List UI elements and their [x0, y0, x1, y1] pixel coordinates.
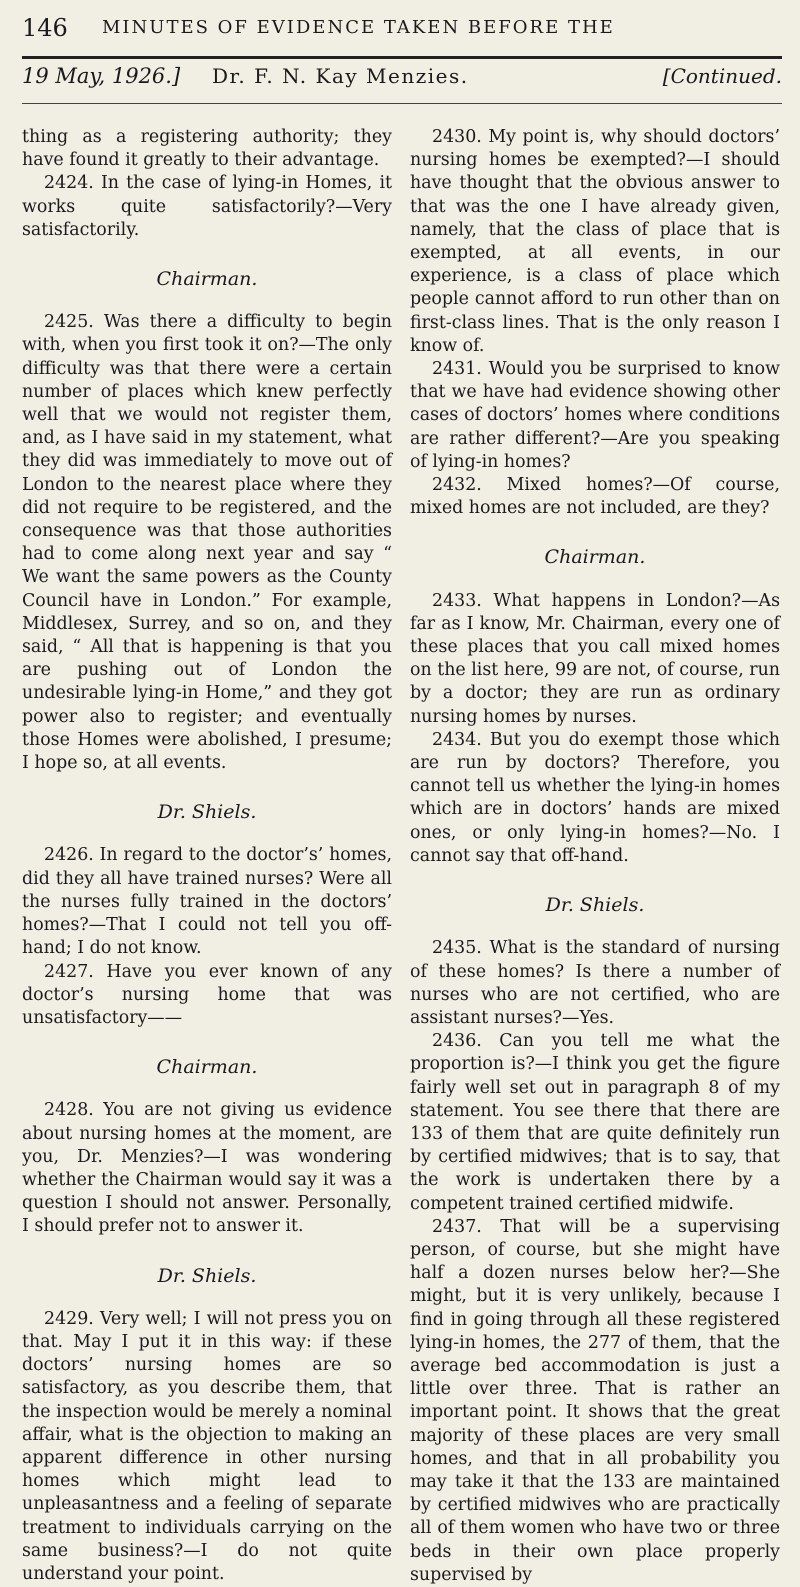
running-title: MINUTES OF EVIDENCE TAKEN BEFORE THE — [102, 17, 615, 38]
speaker-heading: Chairman. — [156, 1056, 258, 1079]
speaker-heading: Dr. Shiels. — [545, 894, 645, 917]
continued-label: [Continued. — [662, 64, 782, 88]
witness-name: Dr. F. N. Kay Menzies. — [212, 64, 469, 88]
paragraph: 2426. In regard to the doctor’s’ homes, did they all have trained nurses? Were all the nurses fully trained in the doctors’ homes?—That I could not tell you off-hand; I do not know. — [22, 845, 392, 959]
header-rule — [22, 56, 782, 59]
paragraph: 2432. Mixed homes?—Of course, mixed homes are not included, are they? — [410, 475, 780, 519]
session-date: 19 May, 1926.] — [22, 64, 181, 88]
paragraph: 2425. Was there a difficulty to begin with, when you first took it on?—The only difficulty was that there were a certain number of places which knew perfectly well that we would not register them, and, as I have said in my statement, what they did was immediately to move out of London to the nearest place where they did not require to be registered, and the consequence was that those authorities had to come along next year and say “ We want the same powers as the County Council have in London.” For example, Middlesex, Surrey, and so on, and they said, “ All that is happening is that you are pushing out of London the undesirable lying-in Home,” and they got power also to register; and eventually those Homes were abolished, I presume; I hope so, at all events. — [22, 312, 392, 774]
speaker-heading: Chairman. — [544, 546, 646, 569]
sub-header-rule — [22, 103, 782, 104]
paragraph: 2437. That will be a supervising person, of course, but she might have half a dozen nurses below her?—She might, but it is very unlikely, because I find in going through all these registered lying-in homes, the 277 of them, that the average bed accommodation is just a little over three. That is rather an important point. It shows that the great majority of these places are very small homes, and that in all probability you may take it that the 133 are maintained by certified midwives who are practically all of them women who have two or three beds in their own place properly supervised by — [410, 1216, 780, 1585]
speaker-heading: Chairman. — [156, 268, 258, 291]
paragraph: thing as a registering authority; they have found it greatly to their advantage. — [22, 127, 392, 171]
paragraph: 2436. Can you tell me what the proportion is?—I think you get the figure fairly well set out in paragraph 8 of my statement. You see there that there are 133 of them that are quite definitely run by certified midwives; that is to say, that the work is undertaken there by a competent trained certified midwife. — [410, 1031, 780, 1214]
right-column — [410, 126, 780, 1587]
paragraph: 2427. Have you ever known of any doctor’s nursing home that was unsatisfactory—— — [22, 961, 392, 1028]
paragraph: 2434. But you do exempt those which are run by doctors? Therefore, you cannot tell us whether the lying-in homes which are in doctors’ hands are mixed ones, or only lying-in homes?—No. I cannot say that off-hand. — [410, 729, 780, 866]
paragraph: 2433. What happens in London?—As far as I know, Mr. Chairman, every one of these places that you call mixed homes on the list here, 99 are not, of course, run by a doctor; they are run as ordinary nursing homes by nurses. — [410, 590, 780, 727]
page-number: 146 — [22, 14, 68, 42]
speaker-heading: Dr. Shiels. — [157, 801, 257, 824]
paragraph: 2435. What is the standard of nursing of these homes? Is there a number of nurses who are not certified, who are assistant nurses?—Yes. — [410, 938, 780, 1028]
paragraph: 2429. Very well; I will not press you on that. May I put it in this way: if these doctors’ nursing homes are so satisfactory, as you describe them, that the inspection would be merely a nominal affair, what is the objection to making an apparent difference in other nursing homes which might lead to unpleasantness and a feeling of separate treatment to individuals carrying on the same business?—I do not quite understand your point. — [22, 1308, 392, 1584]
sub-header — [22, 64, 782, 100]
paragraph: 2424. In the case of lying-in Homes, it works quite satisfactorily?—Very satisfactorily. — [22, 173, 392, 240]
left-column — [22, 126, 392, 1586]
speaker-heading: Dr. Shiels. — [157, 1264, 257, 1287]
page-header — [22, 14, 782, 54]
paragraph: 2430. My point is, why should doctors’ nursing homes be exempted?—I should have thought that the obvious answer to that was the one I have already given, namely, that the class of place that is exempted, at all events, in our experience, is a class of place which people cannot afford to run other than on first-class lines. That is the only reason I know of. — [410, 127, 780, 356]
paragraph: 2428. You are not giving us evidence about nursing homes at the moment, are you, Dr. Menzies?—I was wondering whether the Chairman would say it was a question I should not answer. Personally, I should prefer not to answer it. — [22, 1100, 392, 1237]
paragraph: 2431. Would you be surprised to know that we have had evidence showing other cases of doctors’ homes where conditions are rather different?—Are you speaking of lying-in homes? — [410, 359, 780, 472]
